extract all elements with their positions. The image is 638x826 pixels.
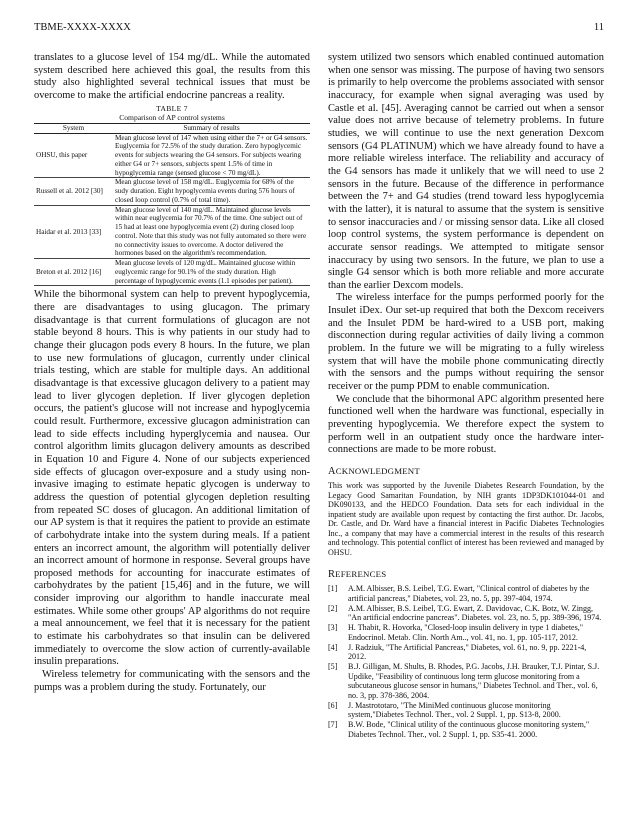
acknowledgment-text: This work was supported by the Juvenile Diabetes Research Foundation, by the Legacy Good Samaritan Foundation, by NIH grants 1DP3DK101044-01 and DK090133, and the HEDCO Foundation. Data sets for each individual in the inpatient study are available upon request by contacting the first author. Dr. Jacobs, Dr. Castle, and Dr. Ward have a financial interest in Pacific Diabetes Technologies Inc., a company that may have a commercial interest in the results of this research and technology. This potential conflict of interest has been reviewed and managed by OHSU. <box>328 481 604 557</box>
heading-initial: A <box>328 466 336 477</box>
table-cell-system: Haidar et al. 2013 [33] <box>34 205 113 259</box>
table-cell-summary: Mean glucose levels of 120 mg/dL. Maintained glucose within euglycemic range for 90.1% of the study duration. High percentage of hypoglycemic events (1.1 episodes per patient). <box>113 259 310 286</box>
table-header-system: System <box>34 123 113 133</box>
reference-number: [1] <box>328 584 338 594</box>
reference-number: [5] <box>328 662 338 672</box>
reference-list <box>328 584 604 739</box>
reference-text: B.J. Gilligan, M. Shults, B. Rhodes, P.G. Jacobs, J.H. Brauker, T.J. Pintar, S.J. Updike, "Feasibility of continuous long term glucose monitoring from a subcutaneous glucose sensor in humans," Diabetes Technol. and Ther., vol. 6, no. 3, pp. 378-386, 2004. <box>348 662 600 700</box>
table-cell-summary: Mean glucose level of 158 mg/dL. Euglycemia for 68% of the sudy duration. Eight hypoglycemia events during 576 hours of closed loop control (0.7% of total time). <box>113 178 310 205</box>
reference-text: J. Mastrototaro, "The MiniMed continuous glucose monitoring system,"Diabetes Technol. Ther., vol. 2 Suppl. 1, pp. S13-8, 2000. <box>348 700 561 720</box>
reference-text: A.M. Albisser, B.S. Leibel, T.G. Ewart, Z. Davidovac, C.K. Botz, W. Zingg, "An artificial endocrine pancreas". Diabetes. vol. 23, no. 5, pp. 389-396, 1974. <box>348 603 602 623</box>
reference-text: B.W. Bode, "Clinical utility of the continuous glucose monitoring system," Diabetes Technol. Ther., vol. 2 Suppl. 1, pp. S35-41. 2000. <box>348 720 590 739</box>
table-number: TABLE 7 <box>156 103 188 113</box>
table-caption <box>34 104 310 122</box>
reference-number: [3] <box>328 623 338 633</box>
reference-number: [7] <box>328 720 338 730</box>
reference-item <box>328 584 604 603</box>
table-header-row <box>34 123 310 133</box>
reference-text: H. Thabit, R. Hovorka, "Closed-loop insulin delivery in type 1 diabetes," Endocrinol. Metab. Clin. North Am.., vol. 41, no. 1, pp. 105-117, 2012. <box>348 623 584 642</box>
reference-item <box>328 701 604 720</box>
reference-item <box>328 643 604 662</box>
sensor-paragraph: system utilized two sensors which enabled continued automation when one sensor was missing. The purpose of having two sensors is primarily to help overcome the problems associated with sensor inaccuracy, for example when signal averaging was used by Castle et al. [45]. Averaging cannot be carried out when a sensor value does not arrive because of telemetry problems. In future studies, we will continue to use the next generation Dexcom sensors (G4 PLATINUM) which we have already found to have a more reliable wireless interface. The reliability and accuracy of the G4 sensors has made it unlikely that we will need to use 2 sensors in the future. Because of the difference in performance between the 7+ and G4 studies (trend toward less hypoglycemia with the latter), it is natural to assume that the system is sensitive to sensor inaccuracies and / or missing sensor data. Like all closed loop control systems, the system performance is dependent on accurate sensor readings. We attempted to mitigate sensor inaccuracy by using two sensors. In the future, we plan to use a single G4 sensor which is both more reliable and more accurate than the earlier Dexcom models. <box>328 52 604 291</box>
page-header <box>34 22 604 36</box>
reference-number: [2] <box>328 603 338 613</box>
reference-item <box>328 720 604 739</box>
pump-paragraph: The wireless interface for the pumps performed poorly for the Insulet iDex. Our set-up required that both the Dexcom receivers and the Insulet PDM be hard-wired to a USB port, making disconnection during regular activities of daily living a common problem. In the future we will be migrating to a fully wireless system that will have the mobile phone communicating directly with the sensors and the pumps without requiring the sensor receiver or the pump PDM to enable communication. <box>328 292 604 393</box>
table-row <box>34 133 310 178</box>
reference-item <box>328 604 604 623</box>
reference-text: A.M. Albisser, B.S. Leibel, T.G. Ewart, "Clinical control of diabetes by the artificial pancreas," Diabetes, vol. 23, no. 5, pp. 397-404, 1974. <box>348 584 590 603</box>
glucagon-paragraph: While the bihormonal system can help to prevent hypoglycemia, there are disadvantages to using glucagon. The primary disadvantage is that current formulations of glucagon are not stable beyond 8 hours. This is why patients in our study had to change their glucagon pods every 8 hours. In the future, we plan to use new formulations of glucagon, currently under clinical trials testing, which are stable for multiple days. An additional disadvantage is that excessive glucagon delivery to a patient may lead to liver glycogen depletion. If liver glycogen depletion occurs, the patient's glucose will not increase and hypoglycemia could result. Furthermore, excessive glucagon administration can lead to side effects including hyperglycemia and nausea. Our control algorithm limits glucagon delivery amounts as described in Equation 10 and Figure 4. None of our subjects experienced side effects of glucagon over-exposure and a study using non-invasive imaging to estimate hepatic glycogen is underway to address the question of potential glycogen depletion resulting from repeated SC doses of glucagon. An additional limitation of our AP system is that it requires the patient to provide an estimate of carbohydrate intake into the system during meals. If a patient enters an incorrect amount, the algorithm will potentially deliver an incorrect amount of hormone in response. Several groups have proposed methods for accounting for inaccurate estimates of carbohydrates by the patient [15,46] and in the future, we will consider improving our algorithm to handle inaccurate meal estimates. While some other groups' AP algorithms do not require a meal announcement, we feel that it is necessary for the patient to estimate his carbohydrates so that insulin can be delivered immediately to overcome the slow action of currently-available insulin preparations. <box>34 289 310 668</box>
table-header-summary: Summary of results <box>113 123 310 133</box>
heading-rest: EFERENCES <box>335 569 387 580</box>
references-heading <box>328 569 604 580</box>
reference-item <box>328 662 604 700</box>
right-column <box>328 52 604 740</box>
intro-paragraph: translates to a glucose level of 154 mg/dL. While the automated system described here achieved this goal, the results from this study also highlighted several technical issues that must be overcome to make the artificial endocrine pancreas a reality. <box>34 52 310 101</box>
journal-id: TBME-XXXX-XXXX <box>34 22 131 33</box>
table-cell-system: Breton et al. 2012 [16] <box>34 259 113 286</box>
page-number: 11 <box>593 22 604 33</box>
reference-text: J. Radziuk, "The Artificial Pancreas," Diabetes, vol. 61, no. 9, pp. 2221-4, 2012. <box>348 642 587 662</box>
left-column <box>34 52 310 694</box>
table-title: Comparison of AP control systems <box>119 112 225 122</box>
table-row <box>34 178 310 205</box>
table-row <box>34 205 310 259</box>
table-cell-system: OHSU, this paper <box>34 133 113 178</box>
table-cell-summary: Mean glucose level of 140 mg/dL. Maintained glucose levels within near euglycemia for 70.7% of the time. One subject out of 15 had at least one hypoglycemia event (2) during closed loop control. Note that this study was not fully automated so there were no connectivity issues to overcome. A doctor delivered the hormones based on the algorithm's recommendation. <box>113 205 310 259</box>
telemetry-paragraph: Wireless telemetry for communicating with the sensors and the pumps was a problem during the study. Fortunately, our <box>34 669 310 693</box>
table-cell-summary: Mean glucose level of 147 when using either the 7+ or G4 sensors. Euglycemia for 72.5% of the study duration. Zero hypoglycemic events for subjects wearing the G4 sensors. For subjects wearing either G4 or 7+ sensors, subjects spent 1.5% of time in hypoglycemia range (sensed glucose < 70 mg/dL). <box>113 133 310 178</box>
heading-initial: R <box>328 569 336 581</box>
reference-number: [6] <box>328 700 338 710</box>
conclusion-paragraph: We conclude that the bihormonal APC algorithm presented here functioned well when the hardware was functional, especially in preventing hypoglycemia. We therefore expect the system to perform well in an outpatient study once the hardware inter-connections are made to be more robust. <box>328 393 604 456</box>
reference-number: [4] <box>328 642 338 652</box>
reference-item <box>328 623 604 642</box>
comparison-table <box>34 123 310 287</box>
heading-rest: CKNOWLEDGMENT <box>335 466 420 476</box>
table-cell-system: Russell et al. 2012 [30] <box>34 178 113 205</box>
acknowledgment-heading <box>328 466 604 477</box>
table-row <box>34 259 310 286</box>
